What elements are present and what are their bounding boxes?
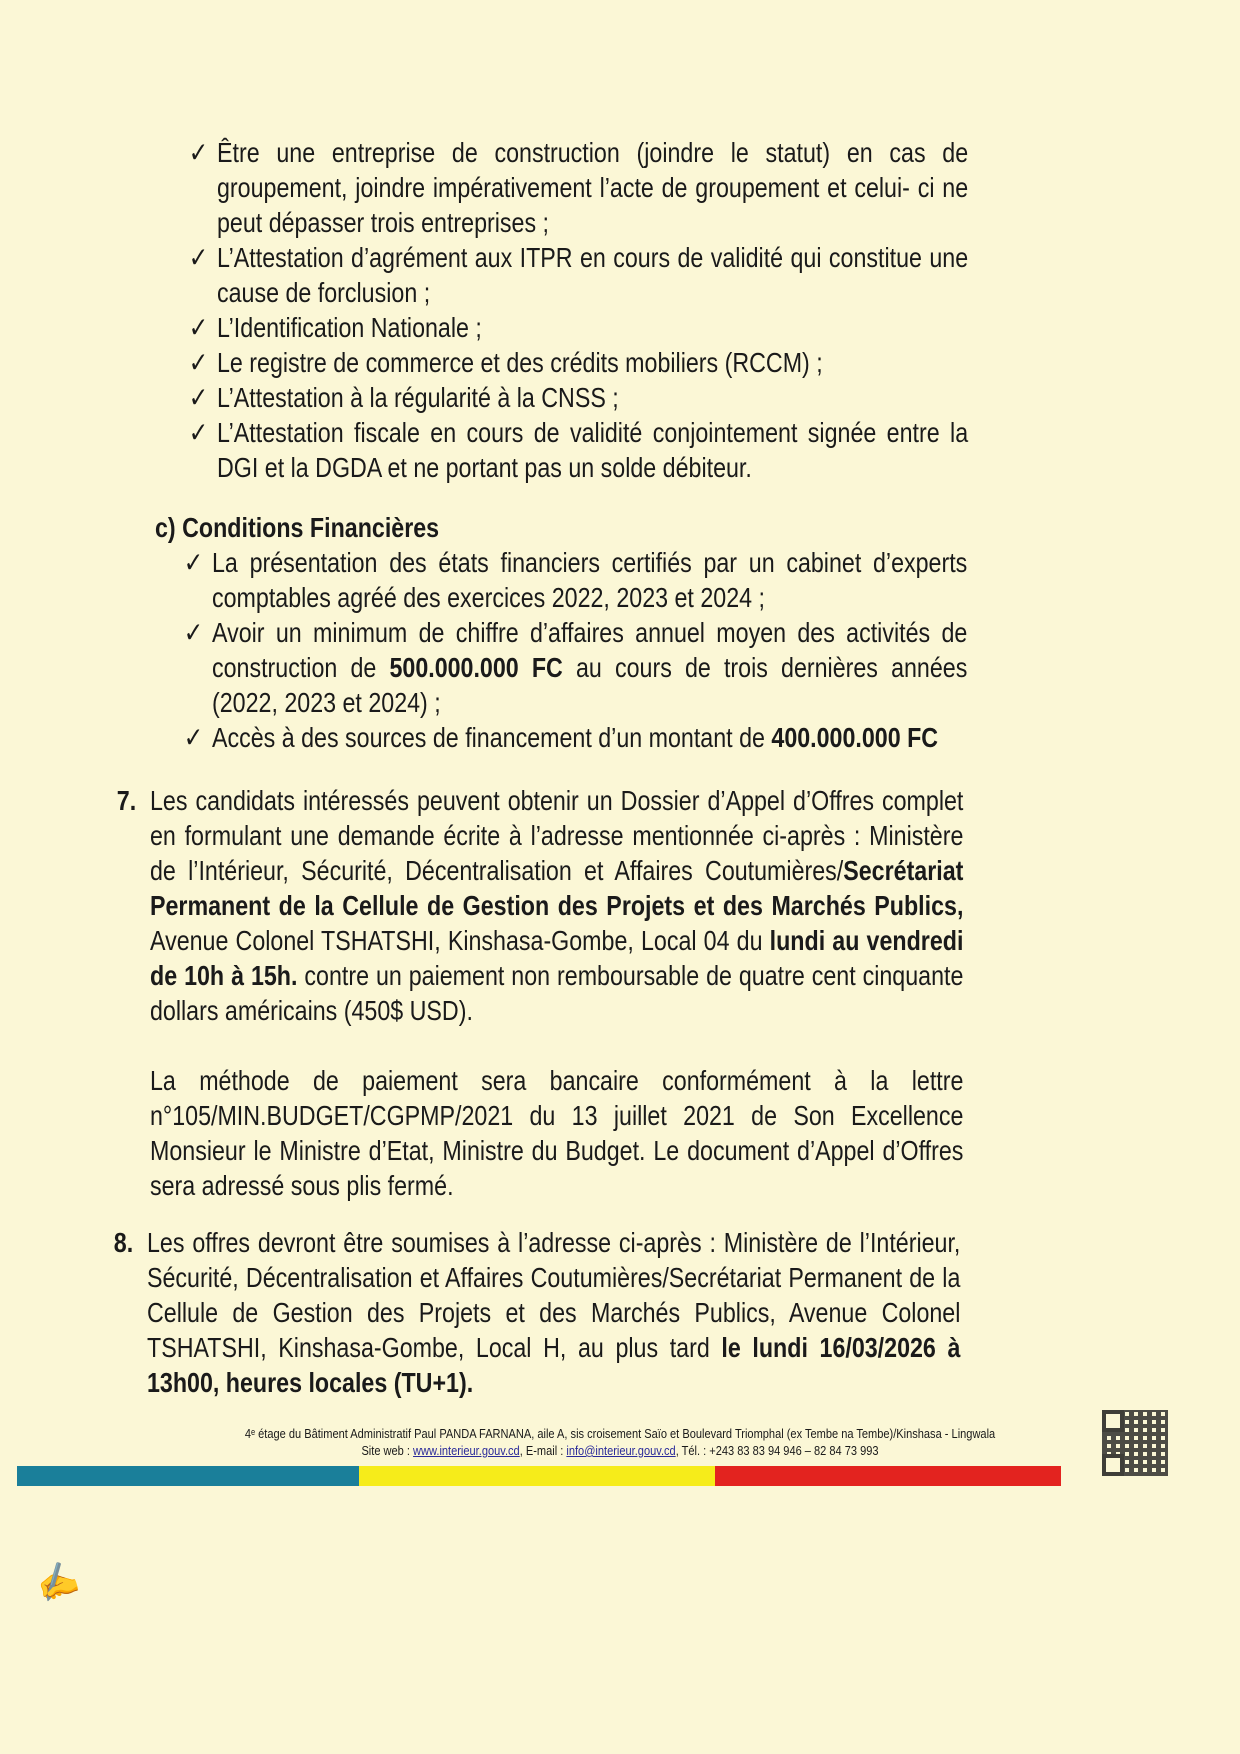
item-text: Les candidats intéressés peuvent obtenir un Dossier d’Appel d’Offres complet en formulant une demande écrite à l’adresse mentionnée ci-après : Ministère de l’Intérieur, Sécurité, Décentralisation et Affaires Coutumières/ bbox=[150, 785, 964, 886]
label: Site web : bbox=[361, 1443, 414, 1458]
check-icon: ✓ bbox=[183, 722, 204, 753]
item-text: L’Attestation d’agrément aux ITPR en cours de validité qui constitue une cause de forclusion ; bbox=[217, 242, 969, 308]
item-number: 7. bbox=[116, 785, 137, 816]
check-icon: ✓ bbox=[188, 137, 209, 168]
email-link[interactable]: info@interieur.gouv.cd bbox=[566, 1443, 676, 1458]
label: , E-mail : bbox=[519, 1443, 567, 1458]
item-text: contre un paiement non remboursable de quatre cent cinquante dollars américains (450$ USD). bbox=[150, 960, 964, 1026]
item-8 bbox=[113, 1225, 961, 1400]
list-item bbox=[188, 310, 968, 345]
amount: 400.000.000 FC bbox=[771, 722, 939, 753]
item-text: L’Identification Nationale ; bbox=[217, 312, 482, 343]
financial-conditions-list bbox=[183, 545, 968, 755]
footer-contact bbox=[93, 1442, 1147, 1459]
bold-text: Secrétariat Permanent de la Cellule de Gestion des Projets et des Marchés Publics, bbox=[150, 855, 964, 921]
check-icon: ✓ bbox=[188, 417, 209, 448]
flag-bar-blue bbox=[17, 1466, 359, 1486]
item-text: La présentation des états financiers certifiés par un cabinet d’experts comptables agréé des exercices 2022, 2023 et 2024 ; bbox=[212, 547, 968, 613]
requirements-list bbox=[188, 135, 969, 485]
list-item bbox=[183, 720, 967, 755]
check-icon: ✓ bbox=[183, 547, 204, 578]
list-item bbox=[188, 345, 968, 380]
item-number: 8. bbox=[113, 1227, 134, 1258]
section-heading: c) Conditions Financières bbox=[155, 512, 440, 543]
website-link[interactable]: www.interieur.gouv.cd bbox=[413, 1443, 520, 1458]
flag-bar-yellow bbox=[359, 1466, 715, 1486]
item-text: Accès à des sources de financement d’un montant de bbox=[212, 722, 772, 753]
check-icon: ✓ bbox=[183, 617, 204, 648]
footer bbox=[93, 1425, 1147, 1459]
list-item bbox=[183, 545, 968, 615]
bold-text: lundi au vendredi de 10h à 15h. bbox=[150, 925, 964, 991]
list-item bbox=[188, 135, 969, 240]
payment-paragraph: La méthode de paiement sera bancaire conformément à la lettre n°105/MIN.BUDGET/CGPMP/2021 du 13 juillet 2021 de Son Excellence Monsieur le Ministre d’Etat, Ministre du Budget. Le document d’Appel d’Offres sera adressé sous plis fermé. bbox=[150, 1065, 964, 1201]
deadline: le lundi 16/03/2026 à 13h00, heures locales (TU+1). bbox=[147, 1332, 961, 1398]
list-item bbox=[188, 380, 968, 415]
item-text: Être une entreprise de construction (joindre le statut) en cas de groupement, joindre impérativement l’acte de groupement et celui- ci ne peut dépasser trois entreprises ; bbox=[217, 137, 969, 238]
item-text: L’Attestation à la régularité à la CNSS ; bbox=[217, 382, 619, 413]
item-text: L’Attestation fiscale en cours de validité conjointement signée entre la DGI et la DGDA et ne portant pas un solde débiteur. bbox=[217, 417, 969, 483]
item-text: Le registre de commerce et des crédits mobiliers (RCCM) ; bbox=[217, 347, 823, 378]
item-text: Avenue Colonel TSHATSHI, Kinshasa-Gombe, Local 04 du bbox=[150, 925, 770, 956]
check-icon: ✓ bbox=[188, 382, 209, 413]
list-item bbox=[188, 240, 969, 310]
handwritten-initial: ✍ bbox=[30, 1555, 84, 1609]
list-item bbox=[183, 615, 968, 720]
flag-bar-red bbox=[715, 1466, 1061, 1486]
item-text: Les offres devront être soumises à l’adresse ci-après : Ministère de l’Intérieur, Sécurité, Décentralisation et Affaires Coutumières/Secrétariat Permanent de la Cellule de Gestion des Projets et des Marchés Publics, Avenue Colonel TSHATSHI, Kinshasa-Gombe, Local H, au plus tard bbox=[147, 1227, 961, 1363]
amount: 500.000.000 FC bbox=[389, 652, 563, 683]
qr-code bbox=[1102, 1410, 1168, 1476]
footer-address: 4ᵉ étage du Bâtiment Administratif Paul PANDA FARNANA, aile A, sis croisement Saïo et Boulevard Triomphal (ex Tembe na Tembe)/Kinshasa - Lingwala bbox=[244, 1426, 996, 1441]
check-icon: ✓ bbox=[188, 242, 209, 273]
item-text: au cours de trois dernières années (2022, 2023 et 2024) ; bbox=[212, 652, 968, 718]
phone: , Tél. : +243 83 83 94 946 – 82 84 73 993 bbox=[675, 1443, 879, 1458]
check-icon: ✓ bbox=[188, 312, 209, 343]
list-item bbox=[188, 415, 969, 485]
check-icon: ✓ bbox=[188, 347, 209, 378]
item-7 bbox=[116, 783, 964, 1203]
item-text: Avoir un minimum de chiffre d’affaires annuel moyen des activités de construction de bbox=[212, 617, 968, 683]
